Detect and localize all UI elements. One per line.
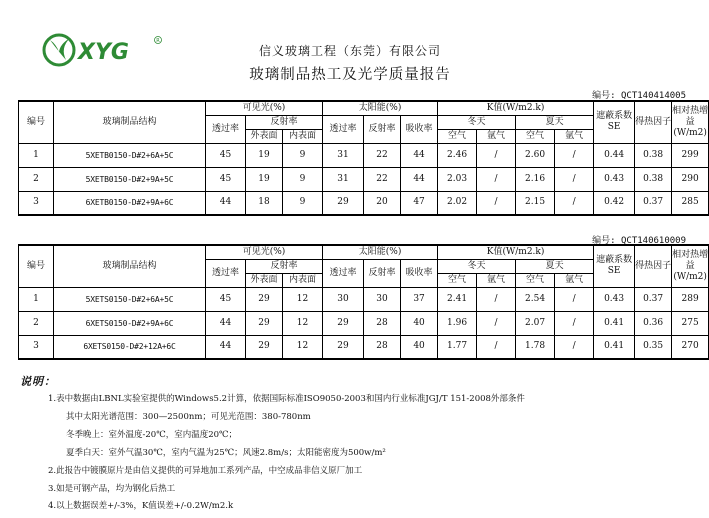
cell-se: 0.44 (594, 143, 635, 167)
header-inner-surface: 内表面 (283, 273, 323, 287)
header-winter-argon: 氩气 (477, 129, 516, 143)
header-vis-transmittance: 透过率 (206, 115, 246, 143)
header-shading: 遮蔽系数SE (594, 101, 635, 143)
cell-sol-a: 44 (401, 143, 438, 167)
cell-sol-t: 31 (323, 143, 364, 167)
cell-sol-a: 47 (401, 191, 438, 215)
cell-sol-t: 29 (323, 335, 364, 359)
cell-vis-r-in: 9 (283, 167, 323, 191)
header-structure: 玻璃制品结构 (54, 101, 206, 143)
cell-k-winter-argon: / (477, 143, 516, 167)
cell-k-summer-argon: / (555, 191, 594, 215)
cell-gain-factor: 0.37 (635, 191, 672, 215)
cell-k-winter-air: 2.41 (438, 287, 477, 311)
table-row (19, 311, 709, 335)
cell-sol-a: 40 (401, 335, 438, 359)
cell-vis-r-in: 9 (283, 191, 323, 215)
cell-k-summer-argon: / (555, 167, 594, 191)
header-shading: 遮蔽系数SE (594, 245, 635, 287)
cell-sol-a: 37 (401, 287, 438, 311)
cell-gain-factor: 0.36 (635, 311, 672, 335)
header-sol-reflectance: 反射率 (364, 115, 401, 143)
header-summer-air: 空气 (516, 273, 555, 287)
cell-sol-r: 22 (364, 143, 401, 167)
cell-sol-t: 29 (323, 311, 364, 335)
cell-k-winter-air: 2.46 (438, 143, 477, 167)
header-summer-air: 空气 (516, 129, 555, 143)
table-row (19, 167, 709, 191)
note-item: 4.以上数据误差+/-3%，K值误差+/-0.2W/m2.k (48, 501, 234, 511)
cell-vis-r-out: 29 (246, 311, 283, 335)
header-outer-surface: 外表面 (246, 273, 283, 287)
note-item: 1.表中数据由LBNL实验室提供的Windows5.2计算，依据国际标准ISO9050-2003和国内行业标准JGJ/T 151-2008外部条件 (48, 394, 525, 404)
header-outer-surface: 外表面 (246, 129, 283, 143)
header-relative-gain: 相对热增益(W/m2) (672, 245, 709, 287)
table-row (19, 335, 709, 359)
header-relative-gain: 相对热增益(W/m2) (672, 101, 709, 143)
cell-vis-r-in: 12 (283, 335, 323, 359)
cell-vis-t: 45 (206, 167, 246, 191)
note-item: 2.此报告中镀膜原片是由信义提供的可异地加工系列产品，中空成品非信义原厂加工 (48, 466, 363, 476)
cell-se: 0.43 (594, 167, 635, 191)
cell-vis-r-in: 12 (283, 287, 323, 311)
cell-k-summer-air: 2.60 (516, 143, 555, 167)
header-sol-absorptance: 吸收率 (401, 115, 438, 143)
cell-k-summer-air: 2.54 (516, 287, 555, 311)
header-row (19, 101, 709, 115)
report-code-1: 编号: QCT140414005 (592, 91, 686, 101)
header-winter-argon: 氩气 (477, 273, 516, 287)
cell-relative-gain: 275 (672, 311, 709, 335)
header-winter: 冬天 (438, 115, 516, 129)
report-code-2: 编号: QCT140610009 (592, 236, 686, 246)
cell-sol-t: 29 (323, 191, 364, 215)
cell-gain-factor: 0.38 (635, 143, 672, 167)
cell-vis-r-in: 12 (283, 311, 323, 335)
notes-title: 说明： (20, 375, 56, 388)
header-gain-factor: 得热因子 (635, 101, 672, 143)
report-title: 玻璃制品热工及光学质量报告 (249, 67, 451, 83)
cell-vis-t: 44 (206, 335, 246, 359)
cell-structure: 6XETS0150-D#2+9A+6C (54, 311, 206, 335)
cell-structure: 6XETB0150-D#2+9A+6C (54, 191, 206, 215)
cell-gain-factor: 0.37 (635, 287, 672, 311)
header-vis-reflectance: 反射率 (246, 115, 323, 129)
header-solar: 太阳能(%) (323, 245, 438, 259)
cell-structure: 5XETB0150-D#2+6A+5C (54, 143, 206, 167)
header-vis-transmittance: 透过率 (206, 259, 246, 287)
header-winter: 冬天 (438, 259, 516, 273)
header-no: 编号 (19, 245, 54, 287)
cell-se: 0.42 (594, 191, 635, 215)
note-item: 其中太阳光谱范围：300—2500nm；可见光范围：380-780nm (66, 412, 311, 422)
cell-vis-t: 44 (206, 191, 246, 215)
header-gain-factor: 得热因子 (635, 245, 672, 287)
cell-sol-r: 20 (364, 191, 401, 215)
cell-sol-t: 30 (323, 287, 364, 311)
cell-vis-r-out: 18 (246, 191, 283, 215)
cell-sol-r: 28 (364, 335, 401, 359)
cell-sol-r: 30 (364, 287, 401, 311)
cell-vis-t: 45 (206, 143, 246, 167)
cell-structure: 6XETS0150-D#2+12A+6C (54, 335, 206, 359)
header-summer-argon: 氩气 (555, 273, 594, 287)
table-row (19, 191, 709, 215)
note-item: 夏季白天：室外气温30℃，室内气温为25℃；风速2.8m/s；太阳能密度为500w/m² (66, 448, 386, 458)
cell-relative-gain: 289 (672, 287, 709, 311)
cell-k-summer-argon: / (555, 287, 594, 311)
cell-structure: 5XETB0150-D#2+9A+5C (54, 167, 206, 191)
header-winter-air: 空气 (438, 129, 477, 143)
header-inner-surface: 内表面 (283, 129, 323, 143)
cell-relative-gain: 290 (672, 167, 709, 191)
cell-sol-r: 22 (364, 167, 401, 191)
cell-no: 1 (19, 287, 54, 311)
header-sol-absorptance: 吸收率 (401, 259, 438, 287)
cell-relative-gain: 299 (672, 143, 709, 167)
note-item: 3.如是可钢产品，均为钢化后热工 (48, 484, 176, 494)
cell-sol-t: 31 (323, 167, 364, 191)
header-visible: 可见光(%) (206, 245, 323, 259)
cell-relative-gain: 270 (672, 335, 709, 359)
cell-k-winter-argon: / (477, 335, 516, 359)
header-structure: 玻璃制品结构 (54, 245, 206, 287)
cell-vis-r-out: 19 (246, 167, 283, 191)
header-row (19, 245, 709, 259)
cell-vis-t: 45 (206, 287, 246, 311)
report-table-1 (18, 100, 709, 216)
cell-k-winter-argon: / (477, 287, 516, 311)
header-no: 编号 (19, 101, 54, 143)
cell-k-summer-air: 2.15 (516, 191, 555, 215)
report-table-2 (18, 244, 709, 360)
cell-se: 0.43 (594, 287, 635, 311)
cell-vis-r-out: 19 (246, 143, 283, 167)
cell-k-winter-argon: / (477, 167, 516, 191)
cell-no: 2 (19, 311, 54, 335)
cell-no: 3 (19, 191, 54, 215)
header-winter-air: 空气 (438, 273, 477, 287)
cell-sol-a: 44 (401, 167, 438, 191)
cell-gain-factor: 0.38 (635, 167, 672, 191)
header-k-value: K值(W/m2.k) (438, 245, 594, 259)
header-k-value: K值(W/m2.k) (438, 101, 594, 115)
cell-no: 1 (19, 143, 54, 167)
cell-relative-gain: 285 (672, 191, 709, 215)
cell-gain-factor: 0.35 (635, 335, 672, 359)
cell-k-summer-air: 1.78 (516, 335, 555, 359)
cell-k-winter-argon: / (477, 311, 516, 335)
table-row (19, 143, 709, 167)
cell-sol-r: 28 (364, 311, 401, 335)
cell-vis-r-in: 9 (283, 143, 323, 167)
header-visible: 可见光(%) (206, 101, 323, 115)
cell-structure: 5XETS0150-D#2+6A+5C (54, 287, 206, 311)
cell-k-winter-air: 1.77 (438, 335, 477, 359)
header-solar: 太阳能(%) (323, 101, 438, 115)
svg-text:R: R (156, 38, 160, 44)
header-sol-transmittance: 透过率 (323, 259, 364, 287)
cell-k-winter-air: 2.03 (438, 167, 477, 191)
header-vis-reflectance: 反射率 (246, 259, 323, 273)
cell-vis-t: 44 (206, 311, 246, 335)
cell-k-summer-argon: / (555, 143, 594, 167)
note-item: 冬季晚上：室外温度-20℃，室内温度20℃； (66, 430, 238, 440)
cell-no: 3 (19, 335, 54, 359)
table-row (19, 287, 709, 311)
cell-k-winter-argon: / (477, 191, 516, 215)
cell-vis-r-out: 29 (246, 287, 283, 311)
cell-k-summer-argon: / (555, 311, 594, 335)
cell-se: 0.41 (594, 335, 635, 359)
header-summer: 夏天 (516, 259, 594, 273)
cell-vis-r-out: 29 (246, 335, 283, 359)
company-name: 信义玻璃工程（东莞）有限公司 (258, 44, 441, 58)
cell-se: 0.41 (594, 311, 635, 335)
header-sol-reflectance: 反射率 (364, 259, 401, 287)
cell-k-winter-air: 2.02 (438, 191, 477, 215)
cell-no: 2 (19, 167, 54, 191)
cell-k-summer-argon: / (555, 335, 594, 359)
cell-k-summer-air: 2.07 (516, 311, 555, 335)
header-sol-transmittance: 透过率 (323, 115, 364, 143)
svg-text:XYG: XYG (78, 40, 129, 65)
cell-k-winter-air: 1.96 (438, 311, 477, 335)
header-summer-argon: 氩气 (555, 129, 594, 143)
cell-k-summer-air: 2.16 (516, 167, 555, 191)
cell-sol-a: 40 (401, 311, 438, 335)
header-summer: 夏天 (516, 115, 594, 129)
